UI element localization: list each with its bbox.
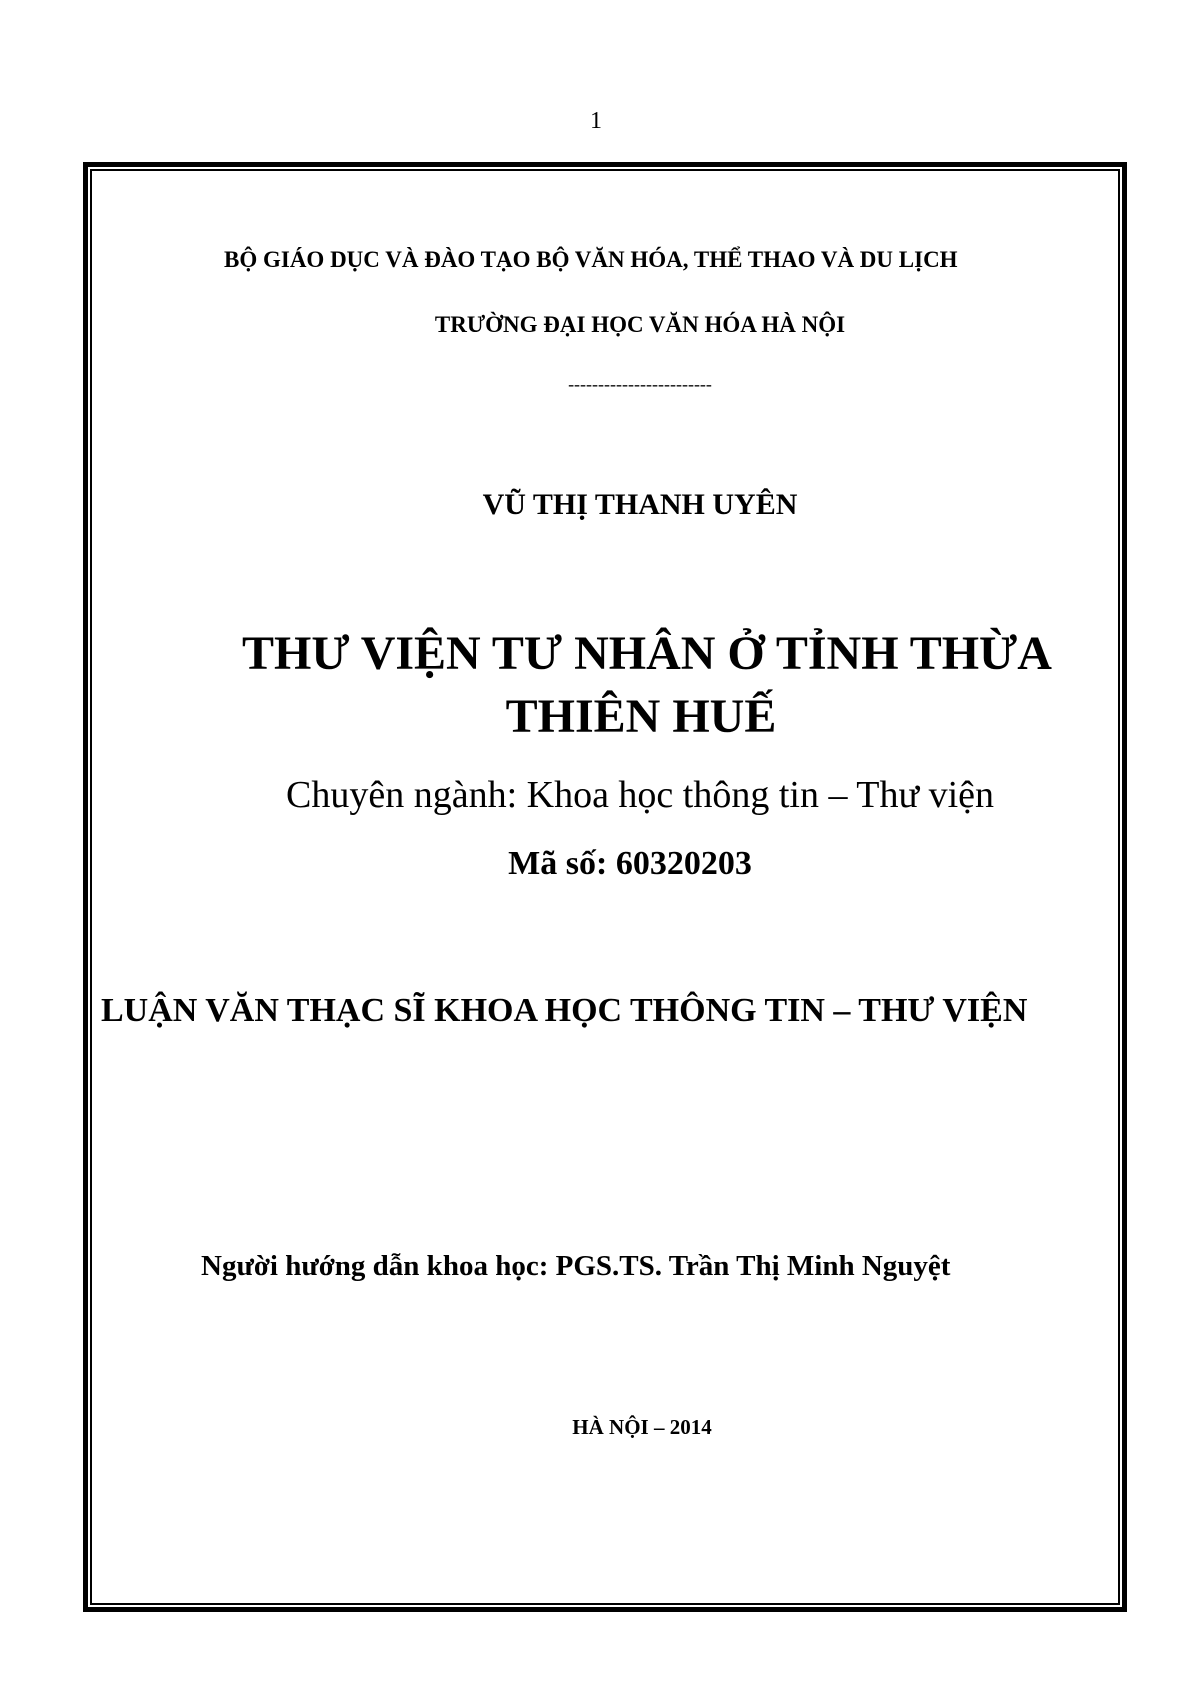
specialty-code: Mã số: 60320203	[508, 845, 752, 882]
header-divider: ------------------------	[568, 374, 712, 394]
university-name: TRƯỜNG ĐẠI HỌC VĂN HÓA HÀ NỘI	[434, 312, 846, 337]
specialty-line: Chuyên ngành: Khoa học thông tin – Thư viện	[285, 774, 995, 816]
ministries-heading: BỘ GIÁO DỤC VÀ ĐÀO TẠO BỘ VĂN HÓA, THỂ THAO VÀ DU LỊCH	[224, 247, 958, 272]
page-number: 1	[590, 108, 602, 134]
thesis-title-line-2: THIÊN HUẾ	[505, 690, 777, 743]
thesis-title-line-1: THƯ VIỆN TƯ NHÂN Ở TỈNH THỪA	[242, 627, 1052, 680]
degree-title: LUẬN VĂN THẠC SĨ KHOA HỌC THÔNG TIN – THƯ VIỆN	[101, 992, 1028, 1029]
place-and-year: HÀ NỘI – 2014	[572, 1415, 712, 1439]
author-name: VŨ THỊ THANH UYÊN	[482, 488, 798, 521]
advisor-line: Người hướng dẫn khoa học: PGS.TS. Trần Thị Minh Nguyệt	[201, 1250, 951, 1282]
